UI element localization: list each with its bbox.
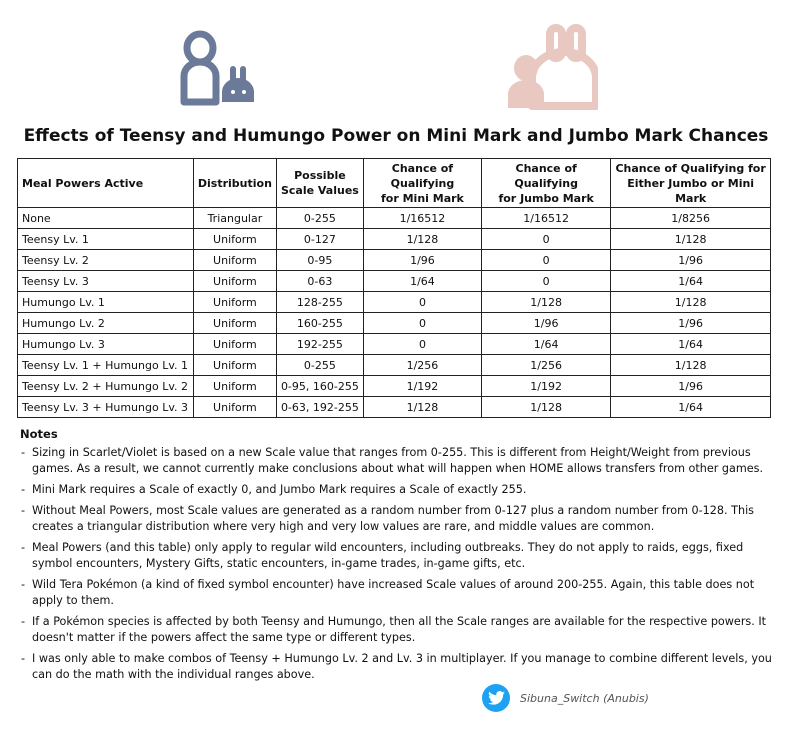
cell-jumbo-chance: 1/256 bbox=[482, 355, 611, 376]
cell-mini-chance: 1/256 bbox=[363, 355, 481, 376]
col-header-line: Chance of Qualifying bbox=[390, 161, 455, 190]
cell-either-chance: 1/96 bbox=[611, 376, 771, 397]
cell-meal-powers: Teensy Lv. 2 bbox=[18, 250, 194, 271]
cell-mini-chance: 0 bbox=[363, 334, 481, 355]
col-header-scale bbox=[276, 159, 363, 208]
note-item: - Sizing in Scarlet/Violet is based on a new Scale value that ranges from 0-255. This is different from Height/Weight from previous games. As a result, we cannot currently make conclusions about what will happen when HOME allows transfers from other games. bbox=[20, 445, 772, 477]
meal-powers-table bbox=[17, 158, 771, 418]
cell-mini-chance: 1/16512 bbox=[363, 208, 481, 229]
cell-meal-powers: Teensy Lv. 1 + Humungo Lv. 1 bbox=[18, 355, 194, 376]
mini-mark-icon bbox=[176, 30, 256, 110]
col-header-line: for Jumbo Mark bbox=[498, 191, 594, 205]
col-header-meal-powers: Meal Powers Active bbox=[18, 159, 194, 208]
notes-list bbox=[20, 445, 772, 683]
table-row bbox=[18, 376, 771, 397]
cell-scale: 0-95 bbox=[276, 250, 363, 271]
cell-either-chance: 1/128 bbox=[611, 229, 771, 250]
cell-jumbo-chance: 0 bbox=[482, 229, 611, 250]
note-item: - I was only able to make combos of Teensy + Humungo Lv. 2 and Lv. 3 in multiplayer. If you manage to combine different levels, you can do the math with the individual ranges above. bbox=[20, 651, 772, 683]
cell-scale: 0-255 bbox=[276, 355, 363, 376]
cell-distribution: Uniform bbox=[193, 229, 276, 250]
cell-mini-chance: 1/96 bbox=[363, 250, 481, 271]
cell-distribution: Uniform bbox=[193, 355, 276, 376]
cell-meal-powers: Humungo Lv. 2 bbox=[18, 313, 194, 334]
cell-jumbo-chance: 1/192 bbox=[482, 376, 611, 397]
cell-scale: 0-255 bbox=[276, 208, 363, 229]
cell-distribution: Uniform bbox=[193, 376, 276, 397]
cell-either-chance: 1/8256 bbox=[611, 208, 771, 229]
table-row bbox=[18, 397, 771, 418]
cell-mini-chance: 1/128 bbox=[363, 229, 481, 250]
note-item: - Wild Tera Pokémon (a kind of fixed symbol encounter) have increased Scale values of around 200-255. Again, this table does not apply to them. bbox=[20, 577, 772, 609]
cell-scale: 0-63, 192-255 bbox=[276, 397, 363, 418]
cell-either-chance: 1/128 bbox=[611, 355, 771, 376]
cell-either-chance: 1/128 bbox=[611, 292, 771, 313]
cell-distribution: Uniform bbox=[193, 271, 276, 292]
cell-jumbo-chance: 1/128 bbox=[482, 397, 611, 418]
col-header-line: for Mini Mark bbox=[381, 191, 464, 205]
cell-mini-chance: 0 bbox=[363, 292, 481, 313]
col-header-line: Chance of Qualifying for bbox=[615, 161, 766, 175]
page-title: Effects of Teensy and Humungo Power on Mini Mark and Jumbo Mark Chances bbox=[23, 126, 769, 146]
col-header-line: Chance of Qualifying bbox=[514, 161, 578, 190]
cell-meal-powers: Humungo Lv. 1 bbox=[18, 292, 194, 313]
cell-distribution: Uniform bbox=[193, 397, 276, 418]
table-row bbox=[18, 292, 771, 313]
twitter-handle: Sibuna_Switch (Anubis) bbox=[520, 691, 649, 705]
cell-scale: 0-95, 160-255 bbox=[276, 376, 363, 397]
col-header-either bbox=[611, 159, 771, 208]
cell-scale: 192-255 bbox=[276, 334, 363, 355]
cell-meal-powers: Teensy Lv. 1 bbox=[18, 229, 194, 250]
col-header-jumbo bbox=[482, 159, 611, 208]
cell-mini-chance: 1/192 bbox=[363, 376, 481, 397]
cell-either-chance: 1/64 bbox=[611, 397, 771, 418]
cell-distribution: Uniform bbox=[193, 313, 276, 334]
table-row bbox=[18, 355, 771, 376]
cell-jumbo-chance: 0 bbox=[482, 271, 611, 292]
cell-distribution: Uniform bbox=[193, 334, 276, 355]
cell-either-chance: 1/96 bbox=[611, 250, 771, 271]
cell-jumbo-chance: 1/128 bbox=[482, 292, 611, 313]
cell-either-chance: 1/64 bbox=[611, 271, 771, 292]
col-header-mini bbox=[363, 159, 481, 208]
col-header-distribution: Distribution bbox=[193, 159, 276, 208]
col-header-line: Either Jumbo or Mini Mark bbox=[627, 176, 755, 205]
cell-meal-powers: Humungo Lv. 3 bbox=[18, 334, 194, 355]
cell-distribution: Uniform bbox=[193, 292, 276, 313]
table-row bbox=[18, 250, 771, 271]
table-row bbox=[18, 271, 771, 292]
cell-distribution: Uniform bbox=[193, 250, 276, 271]
cell-jumbo-chance: 1/64 bbox=[482, 334, 611, 355]
table-header-row bbox=[18, 159, 771, 208]
notes-title: Notes bbox=[20, 427, 58, 441]
note-item: - If a Pokémon species is affected by both Teensy and Humungo, then all the Scale ranges are available for the respective powers. It doesn't matter if the powers affect the same type or different types. bbox=[20, 614, 772, 646]
cell-jumbo-chance: 1/16512 bbox=[482, 208, 611, 229]
author-credit bbox=[482, 684, 649, 712]
cell-meal-powers: None bbox=[18, 208, 194, 229]
cell-scale: 128-255 bbox=[276, 292, 363, 313]
note-item: - Mini Mark requires a Scale of exactly 0, and Jumbo Mark requires a Scale of exactly 255. bbox=[20, 482, 772, 498]
table-row bbox=[18, 229, 771, 250]
cell-mini-chance: 1/128 bbox=[363, 397, 481, 418]
notes-section bbox=[20, 426, 772, 688]
cell-jumbo-chance: 1/96 bbox=[482, 313, 611, 334]
note-item: - Without Meal Powers, most Scale values are generated as a random number from 0-127 plus a random number from 0-128. This creates a triangular distribution where very high and very low values are rare, and middle values are common. bbox=[20, 503, 772, 535]
table-row bbox=[18, 334, 771, 355]
cell-either-chance: 1/64 bbox=[611, 334, 771, 355]
cell-meal-powers: Teensy Lv. 3 bbox=[18, 271, 194, 292]
cell-scale: 0-127 bbox=[276, 229, 363, 250]
cell-mini-chance: 1/64 bbox=[363, 271, 481, 292]
col-header-line: Possible bbox=[294, 169, 346, 182]
cell-jumbo-chance: 0 bbox=[482, 250, 611, 271]
cell-either-chance: 1/96 bbox=[611, 313, 771, 334]
cell-meal-powers: Teensy Lv. 2 + Humungo Lv. 2 bbox=[18, 376, 194, 397]
note-item: - Meal Powers (and this table) only apply to regular wild encounters, including outbreaks. They do not apply to raids, eggs, fixed symbol encounters, Mystery Gifts, static encounters, in-game trades, in-game gifts, etc. bbox=[20, 540, 772, 572]
twitter-bird-icon bbox=[482, 684, 510, 712]
jumbo-mark-icon bbox=[502, 22, 598, 112]
cell-mini-chance: 0 bbox=[363, 313, 481, 334]
cell-scale: 160-255 bbox=[276, 313, 363, 334]
table-row bbox=[18, 313, 771, 334]
cell-meal-powers: Teensy Lv. 3 + Humungo Lv. 3 bbox=[18, 397, 194, 418]
cell-distribution: Triangular bbox=[193, 208, 276, 229]
col-header-line: Scale Values bbox=[280, 184, 359, 197]
cell-scale: 0-63 bbox=[276, 271, 363, 292]
table-row bbox=[18, 208, 771, 229]
